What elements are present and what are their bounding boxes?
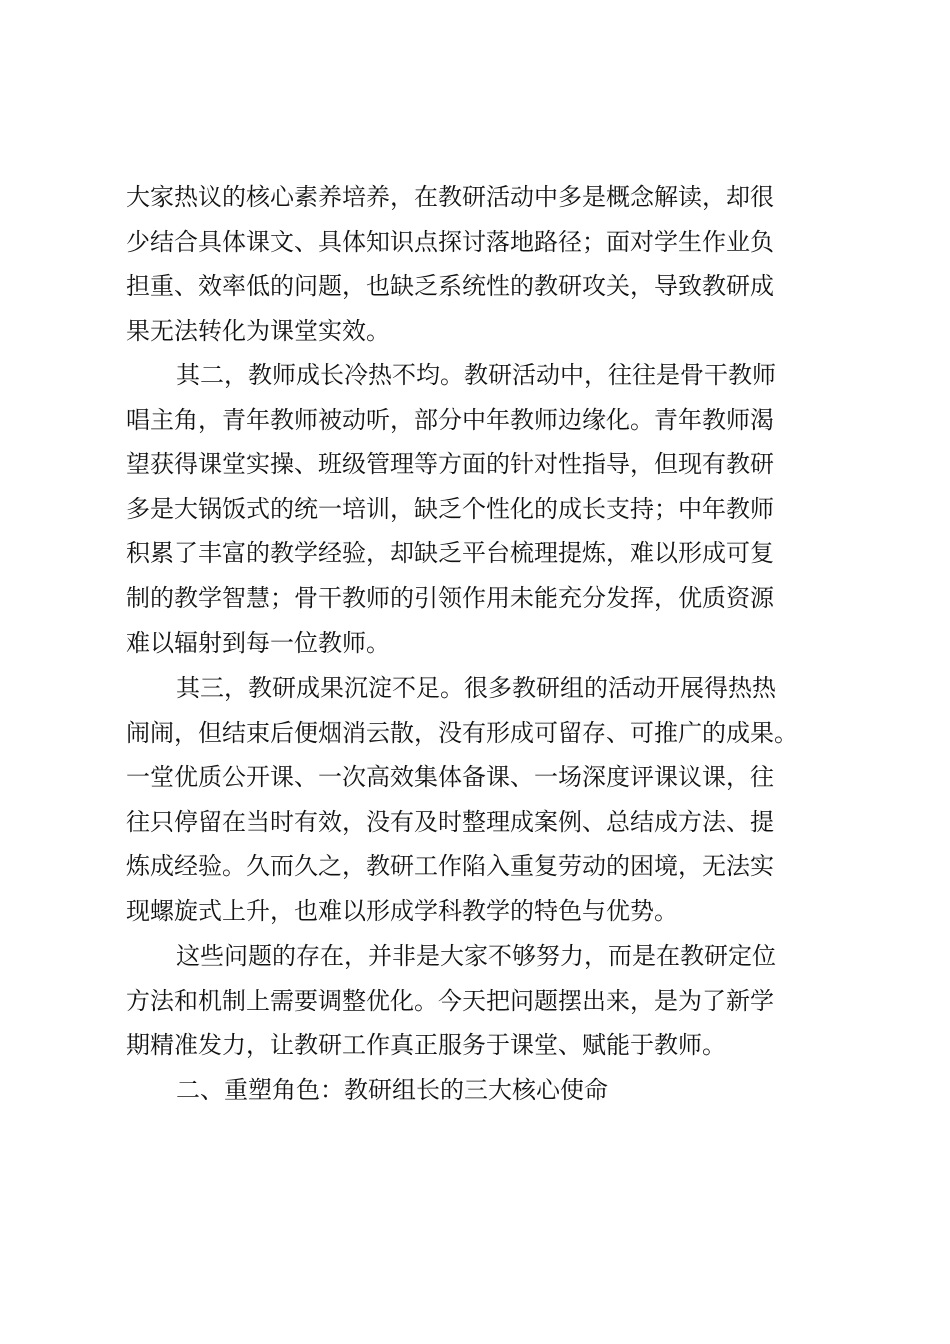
paragraph-line: 望获得课堂实操、班级管理等方面的针对性指导，但现有教研 <box>126 450 774 479</box>
paragraph-line: 唱主角，青年教师被动听，部分中年教师边缘化。青年教师渴 <box>126 405 774 434</box>
paragraph-line: 其三，教研成果沉淀不足。很多教研组的活动开展得热热 <box>176 674 776 702</box>
paragraph-1 <box>126 175 836 353</box>
paragraph-line: 果无法转化为课堂实效。 <box>126 316 390 345</box>
paragraph-line: 炼成经验。久而久之，教研工作陷入重复劳动的困境，无法实 <box>126 852 774 881</box>
paragraph-line: 其二，教师成长冷热不均。教研活动中，往往是骨干教师 <box>176 361 776 389</box>
paragraph-line: 多是大锅饭式的统一培训，缺乏个性化的成长支持；中年教师 <box>126 494 774 523</box>
paragraph-line: 现螺旋式上升，也难以形成学科教学的特色与优势。 <box>126 896 678 925</box>
paragraph-line: 制的教学智慧；骨干教师的引领作用未能充分发挥，优质资源 <box>126 583 774 612</box>
paragraph-line: 大家热议的核心素养培养，在教研活动中多是概念解读，却很 <box>126 183 774 211</box>
paragraph-line: 一堂优质公开课、一次高效集体备课、一场深度评课议课，往 <box>126 763 774 792</box>
paragraph-line: 闹闹，但结束后便烟消云散，没有形成可留存、可推广的成果。 <box>126 718 798 747</box>
paragraph-2 <box>126 353 836 665</box>
section-heading: 二、重塑角色：教研组长的三大核心使命 <box>176 1076 608 1104</box>
paragraph-line: 担重、效率低的问题，也缺乏系统性的教研攻关，导致教研成 <box>126 272 774 301</box>
paragraph-4 <box>126 934 836 1068</box>
paragraph-line: 积累了丰富的教学经验，却缺乏平台梳理提炼，难以形成可复 <box>126 539 774 568</box>
paragraph-line: 往只停留在当时有效，没有及时整理成案例、总结成方法、提 <box>126 807 774 836</box>
paragraph-line: 这些问题的存在，并非是大家不够努力，而是在教研定位 <box>176 942 776 970</box>
paragraph-3 <box>126 666 836 934</box>
paragraph-line: 少结合具体课文、具体知识点探讨落地路径；面对学生作业负 <box>126 227 774 256</box>
paragraph-line: 方法和机制上需要调整优化。今天把问题摆出来，是为了新学 <box>126 986 774 1015</box>
paragraph-line: 期精准发力，让教研工作真正服务于课堂、赋能于教师。 <box>126 1031 726 1060</box>
paragraph-line: 难以辐射到每一位教师。 <box>126 628 390 657</box>
